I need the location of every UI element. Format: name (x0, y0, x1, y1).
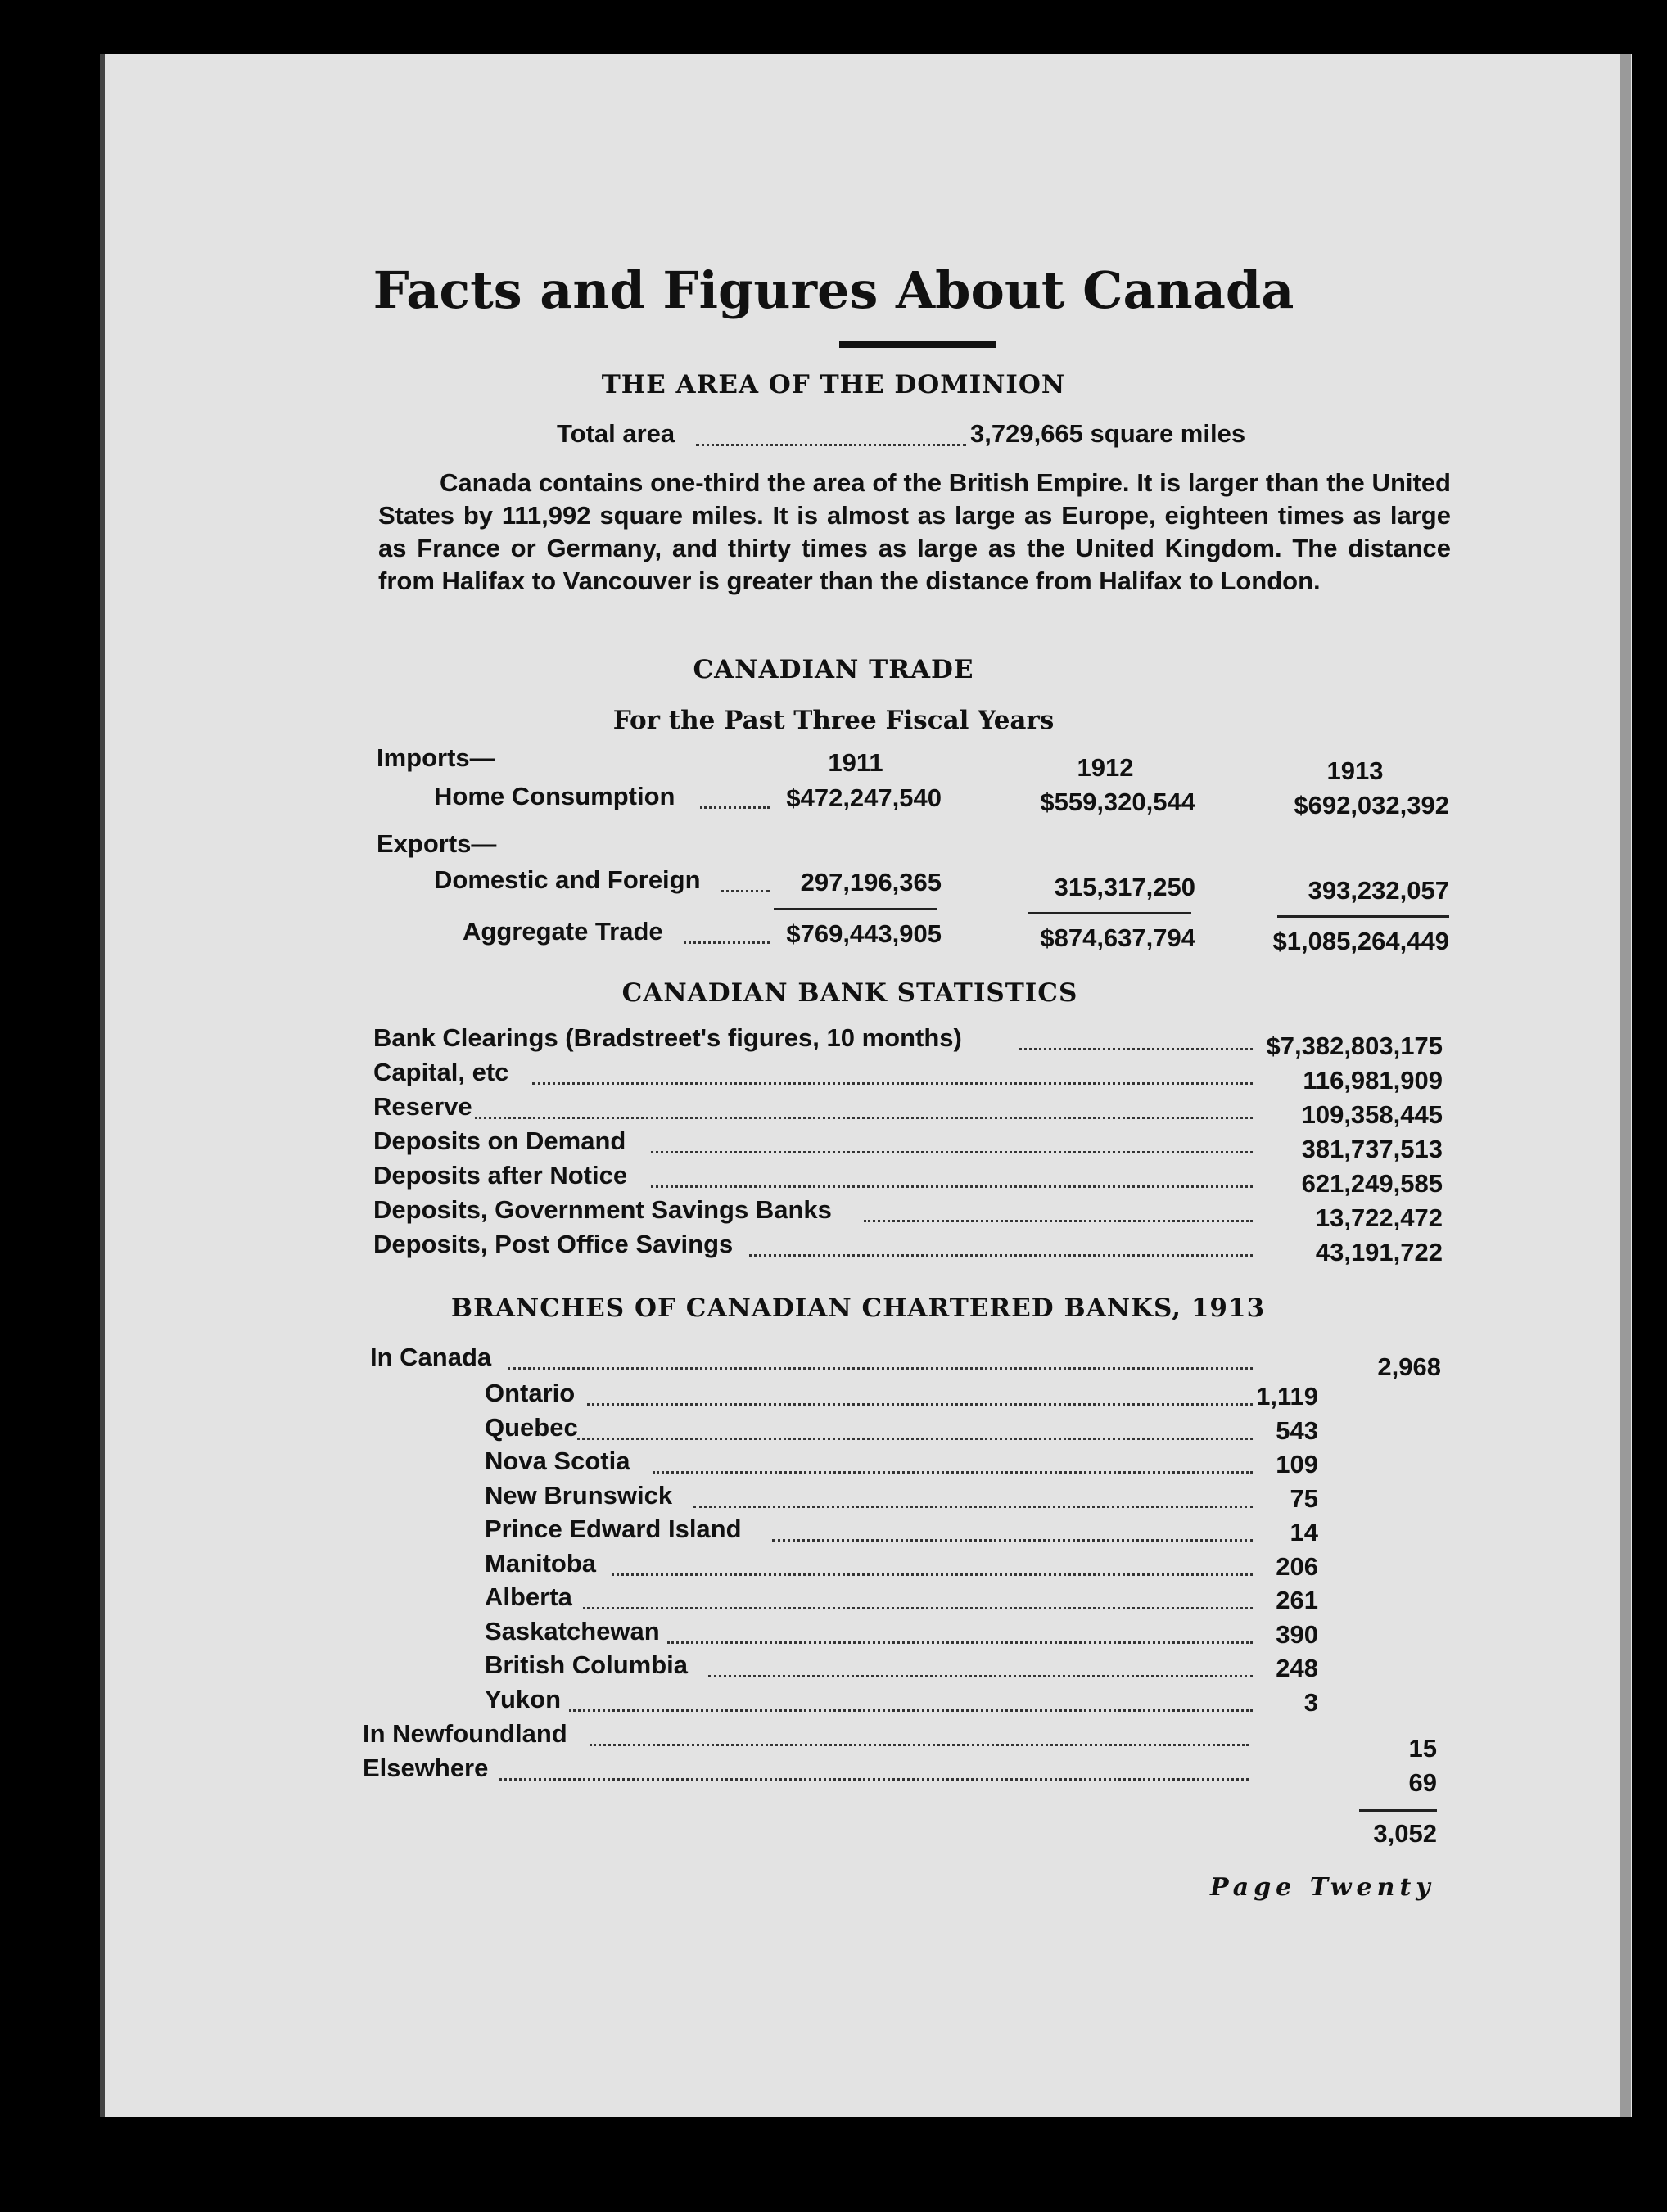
year-1911: 1911 (828, 748, 883, 777)
province-value: 1,119 (1256, 1382, 1318, 1411)
branches-heading: BRANCHES OF CANADIAN CHARTERED BANKS, 1913 (450, 1293, 1266, 1323)
province-label: Alberta (485, 1582, 572, 1611)
province-value: 390 (1276, 1620, 1318, 1649)
home-consumption-label: Home Consumption (434, 782, 675, 810)
bank-row-label: Deposits after Notice (373, 1161, 628, 1190)
leader-dots (499, 1778, 1249, 1781)
province-label: New Brunswick (485, 1481, 673, 1510)
leader-dots (708, 1675, 1253, 1677)
sum-rule (1277, 915, 1449, 918)
leader-dots (651, 1151, 1253, 1153)
sum-rule (1359, 1809, 1437, 1812)
page-footer: Page Twenty (1210, 1873, 1435, 1902)
leader-dots (749, 1254, 1253, 1257)
leader-dots (590, 1744, 1249, 1746)
province-label: Prince Edward Island (485, 1515, 742, 1543)
elsewhere-value: 69 (1408, 1768, 1437, 1797)
bank-row-value: 116,981,909 (1303, 1066, 1443, 1095)
province-label: Nova Scotia (485, 1447, 630, 1475)
province-value: 206 (1276, 1552, 1318, 1581)
sum-rule (774, 908, 937, 910)
aggregate-trade-label: Aggregate Trade (463, 917, 663, 946)
leader-dots (587, 1403, 1253, 1406)
domestic-1913: 393,232,057 (1308, 876, 1449, 905)
area-heading: THE AREA OF THE DOMINION (601, 370, 1066, 400)
aggregate-1911: $769,443,905 (786, 919, 942, 948)
bank-row-value: 13,722,472 (1315, 1203, 1443, 1232)
bank-row-value: 109,358,445 (1301, 1100, 1443, 1129)
province-value: 3 (1303, 1688, 1318, 1717)
aggregate-1912: $874,637,794 (1040, 923, 1195, 952)
bank-row-label: Deposits, Government Savings Banks (373, 1195, 832, 1224)
bank-heading: CANADIAN BANK STATISTICS (621, 978, 1078, 1008)
leader-dots (569, 1709, 1253, 1712)
province-value: 14 (1290, 1518, 1318, 1546)
page-edge (1620, 54, 1631, 2117)
year-1912: 1912 (1077, 753, 1134, 782)
province-label: Ontario (485, 1379, 576, 1407)
leader-dots (577, 1438, 1253, 1440)
province-value: 261 (1276, 1586, 1318, 1614)
home-1912: $559,320,544 (1040, 788, 1195, 816)
area-paragraph: Canada contains one-third the area of the British Empire. It is larger than the United States by 111,992 square miles. It is almost as large as Europe, eighteen times as large as France or Germany, and thirty times as large as the United Kingdom. The distance from Halifax to Vancouver is greater than the distance from Halifax to London. (378, 468, 1451, 595)
province-label: British Columbia (485, 1650, 689, 1679)
leader-dots (864, 1220, 1253, 1222)
leader-dots (772, 1539, 1253, 1542)
province-value: 75 (1290, 1484, 1318, 1513)
imports-label: Imports— (377, 743, 495, 772)
domestic-1911: 297,196,365 (800, 868, 942, 896)
leader-dots (667, 1641, 1253, 1644)
in-canada-value: 2,968 (1377, 1352, 1441, 1381)
bank-row-value: $7,382,803,175 (1266, 1032, 1443, 1060)
trade-heading: CANADIAN TRADE (693, 655, 974, 684)
leader-dots (583, 1607, 1253, 1609)
trade-subheading: For the Past Three Fiscal Years (612, 706, 1055, 735)
province-label: Manitoba (485, 1549, 597, 1578)
domestic-foreign-label: Domestic and Foreign (434, 865, 701, 894)
leader-dots (475, 1117, 1253, 1119)
newfoundland-value: 15 (1408, 1734, 1437, 1763)
bank-row-label: Reserve (373, 1092, 472, 1121)
year-1913: 1913 (1326, 756, 1384, 785)
branches-total-value: 3,052 (1373, 1819, 1437, 1848)
province-label: Saskatchewan (485, 1617, 660, 1645)
aggregate-1913: $1,085,264,449 (1272, 927, 1449, 955)
bank-row-label: Deposits, Post Office Savings (373, 1230, 734, 1258)
leader-dots (651, 1185, 1253, 1188)
leader-dots (693, 1506, 1253, 1508)
home-1911: $472,247,540 (786, 783, 942, 812)
bank-row-label: Capital, etc (373, 1058, 509, 1086)
home-1913: $692,032,392 (1294, 791, 1449, 819)
bank-row-label: Deposits on Demand (373, 1126, 626, 1155)
elsewhere-label: Elsewhere (363, 1754, 489, 1782)
province-label: Quebec (485, 1413, 578, 1442)
total-area-value: 3,729,665 square miles (970, 419, 1246, 448)
bank-row-value: 381,737,513 (1301, 1135, 1443, 1163)
leader-dots (653, 1471, 1253, 1474)
total-area-label: Total area (557, 419, 675, 448)
newfoundland-label: In Newfoundland (363, 1719, 567, 1748)
bank-row-value: 43,191,722 (1315, 1238, 1443, 1266)
leader-dots (612, 1573, 1253, 1576)
leader-dots (1019, 1048, 1253, 1050)
title-rule (839, 341, 996, 348)
leader-dots (532, 1082, 1253, 1085)
page-title: Facts and Figures About Canada (373, 260, 1294, 320)
province-value: 543 (1276, 1416, 1318, 1445)
province-value: 109 (1276, 1450, 1318, 1478)
bank-row-value: 621,249,585 (1301, 1169, 1443, 1198)
leader-dots (696, 444, 966, 446)
sum-rule (1028, 912, 1191, 914)
bank-row-label: Bank Clearings (Bradstreet's figures, 10 months) (373, 1023, 962, 1052)
province-label: Yukon (485, 1685, 562, 1713)
exports-label: Exports— (377, 829, 497, 858)
in-canada-label: In Canada (370, 1343, 492, 1371)
domestic-1912: 315,317,250 (1054, 873, 1195, 901)
leader-dots (508, 1367, 1253, 1370)
province-value: 248 (1276, 1654, 1318, 1682)
